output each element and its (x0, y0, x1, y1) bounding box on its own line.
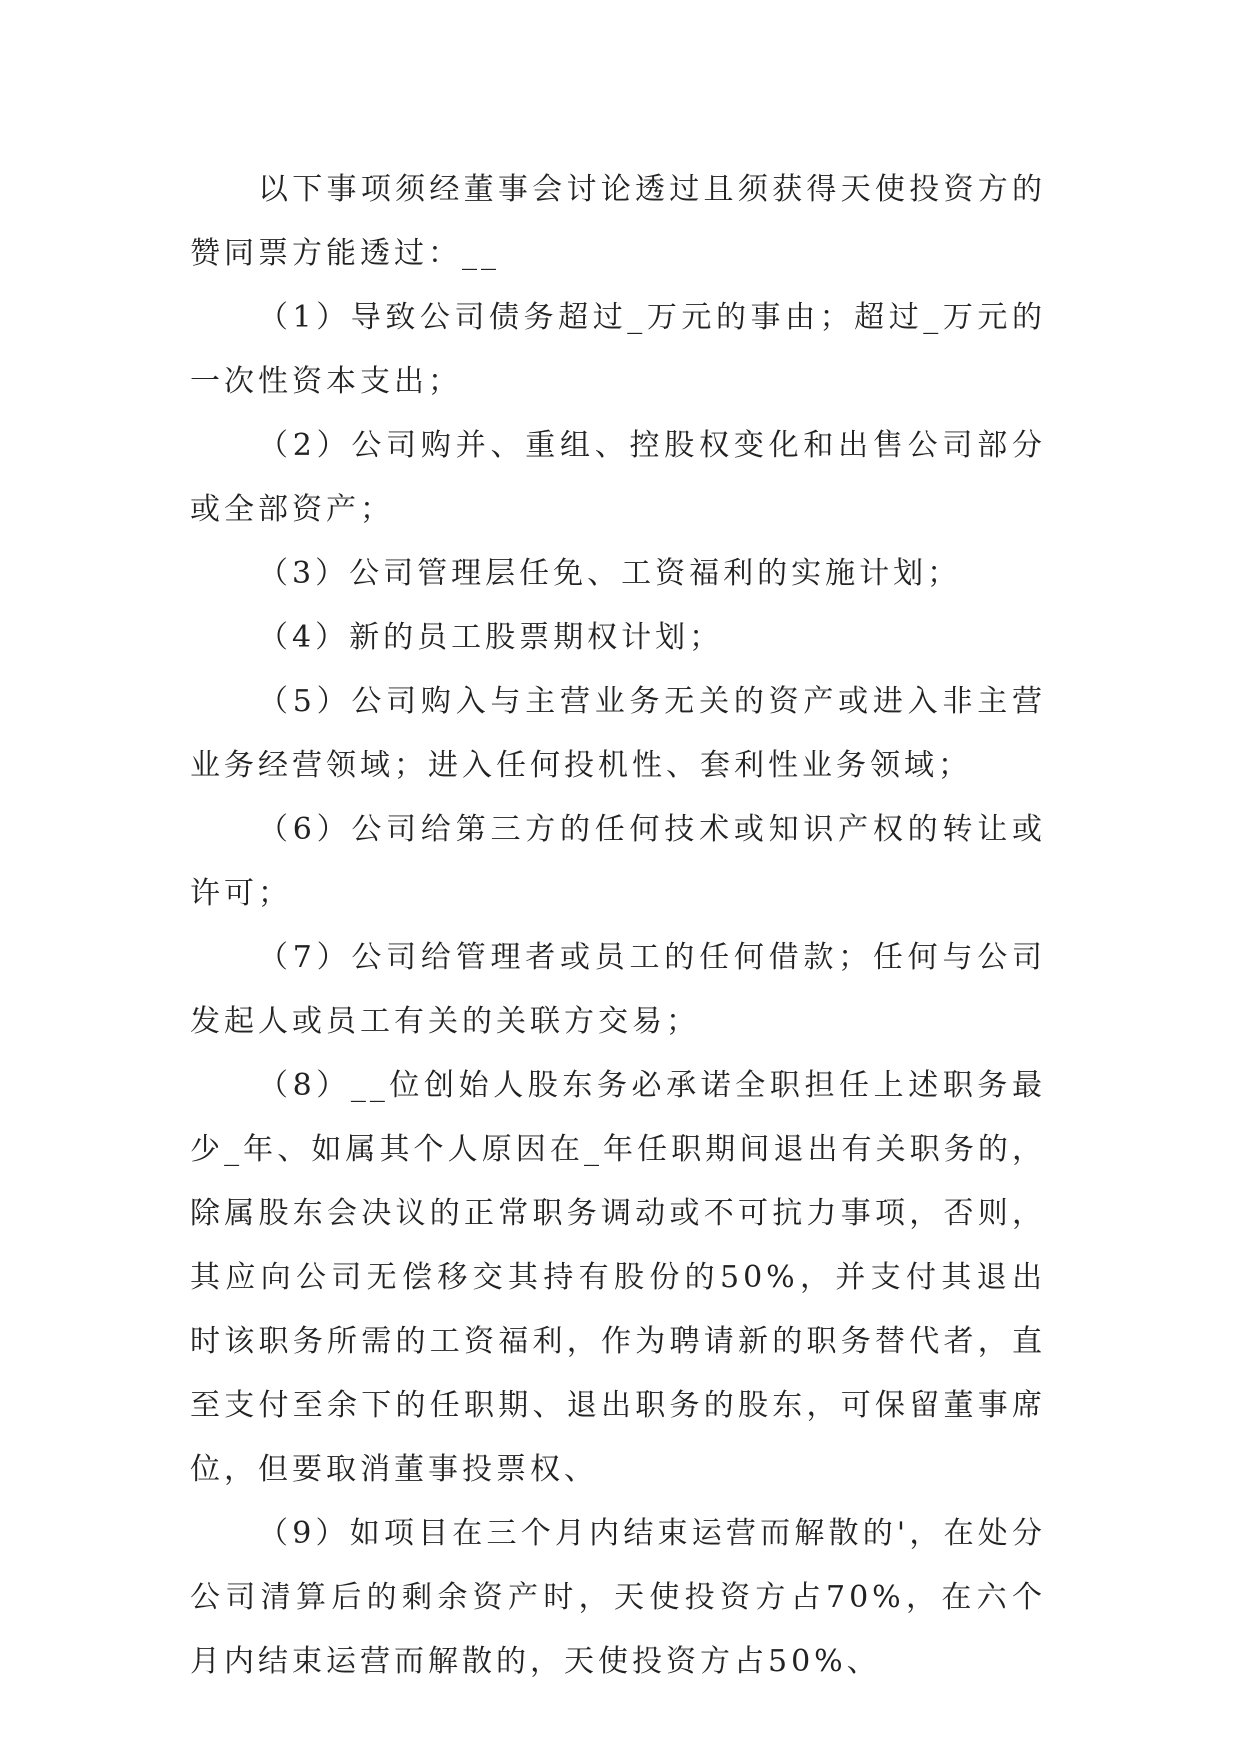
paragraph-item-3: （3）公司管理层任免、工资福利的实施计划； (258, 556, 962, 591)
paragraph-item-4: （4）新的员工股票期权计划； (258, 620, 724, 655)
paragraph-item-8: （8）__位创始人股东务必承诺全职担任上述职务最少_年、如属其个人原因在_年任职期间退出有关职务的，除属股东会决议的正常职务调动或不可抗力事项，否则，其应向公司无偿移交其持有股份的50%，并支付其退出时该职务所需的工资福利，作为聘请新的职务替代者，直至支付至余下的任职期、退出职务的股东，可保留董事席位，但要取消董事投票权、 (190, 1068, 1046, 1487)
paragraph-item-9: （9）如项目在三个月内结束运营而解散的'，在处分公司清算后的剩余资产时，天使投资方占70%，在六个月内结束运营而解散的，天使投资方占50%、 (190, 1516, 1046, 1679)
paragraph-intro: 以下事项须经董事会讨论透过且须获得天使投资方的赞同票方能透过：__ (190, 172, 1046, 271)
paragraph-item-5: （5）公司购入与主营业务无关的资产或进入非主营业务经营领域；进入任何投机性、套利性业务领域； (190, 684, 1046, 783)
paragraph-item-7: （7）公司给管理者或员工的任何借款；任何与公司发起人或员工有关的关联方交易； (190, 940, 1046, 1039)
document-body (190, 158, 1046, 1694)
paragraph-item-1: （1）导致公司债务超过_万元的事由；超过_万元的一次性资本支出； (190, 300, 1046, 399)
paragraph-item-6: （6）公司给第三方的任何技术或知识产权的转让或许可； (190, 812, 1046, 911)
paragraph-item-2: （2）公司购并、重组、控股权变化和出售公司部分或全部资产； (190, 428, 1046, 527)
